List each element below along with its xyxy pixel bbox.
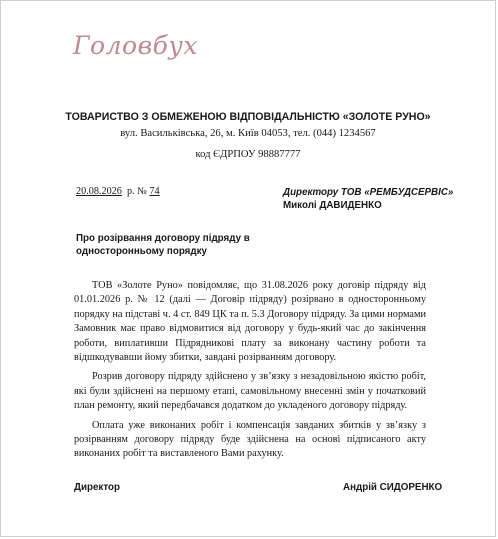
document-reference xyxy=(76,186,160,197)
organization-address: вул. Васильківська, 26, м. Київ 04053, тел. (044) 1234567 xyxy=(120,128,376,139)
organization-code: код ЄДРПОУ 98887777 xyxy=(195,149,301,160)
document-number-prefix xyxy=(124,186,149,197)
company-logo: Головбух xyxy=(73,31,198,60)
letter-subject: Про розірвання договору підряду в односторонньому порядку xyxy=(76,233,250,257)
recipient-name: Миколі ДАВИДЕНКО xyxy=(283,200,382,211)
body-paragraph: Оплата уже виконаних робіт і компенсація завданих збитків у зв’язку з розірванням договору підряду буде здійснена на основі підписаного акту виконаних робіт та виставленого Вами рахунку. xyxy=(74,419,426,460)
signer-name: Андрій СИДОРЕНКО xyxy=(343,482,443,493)
recipient-position: Директору ТОВ «РЕМБУДСЕРВІС» xyxy=(283,187,454,198)
body-paragraph: Розрив договору підряду здійснено у зв’язку з незадовільною якістю робіт, які були здійснені на першому етапі, самовільному внесенні змін у початковий план ремонту, який передбачався додатком до укладеного договору підряду. xyxy=(74,371,426,412)
body-paragraph: ТОВ «Золоте Руно» повідомляє, що 31.08.2026 року договір підряду від 01.01.2026 р. № 12 (далі — Договір підряду) розірвано в односторонньому порядку на підставі ч. 4 ст. 849 ЦК та п. 5.3 Договору підряду. За цими нормами Замовник має право відмовитися від договору у будь-який час до закінчення роботи, виплативши Підрядникові плату за виконану частину роботи та відшкодувавши йому збитки, завдані розірванням договору. xyxy=(74,280,426,364)
document-number: 74 xyxy=(149,186,160,197)
signer-position: Директор xyxy=(74,482,120,493)
organization-title: ТОВАРИСТВО З ОБМЕЖЕНОЮ ВІДПОВІДАЛЬНІСТЮ «ЗОЛОТЕ РУНО» xyxy=(65,111,431,123)
document-date: 20.08.2026 xyxy=(76,186,122,197)
letter-body xyxy=(74,279,426,467)
recipient-block xyxy=(283,186,453,212)
number-prefix-text: р. № xyxy=(126,186,147,197)
